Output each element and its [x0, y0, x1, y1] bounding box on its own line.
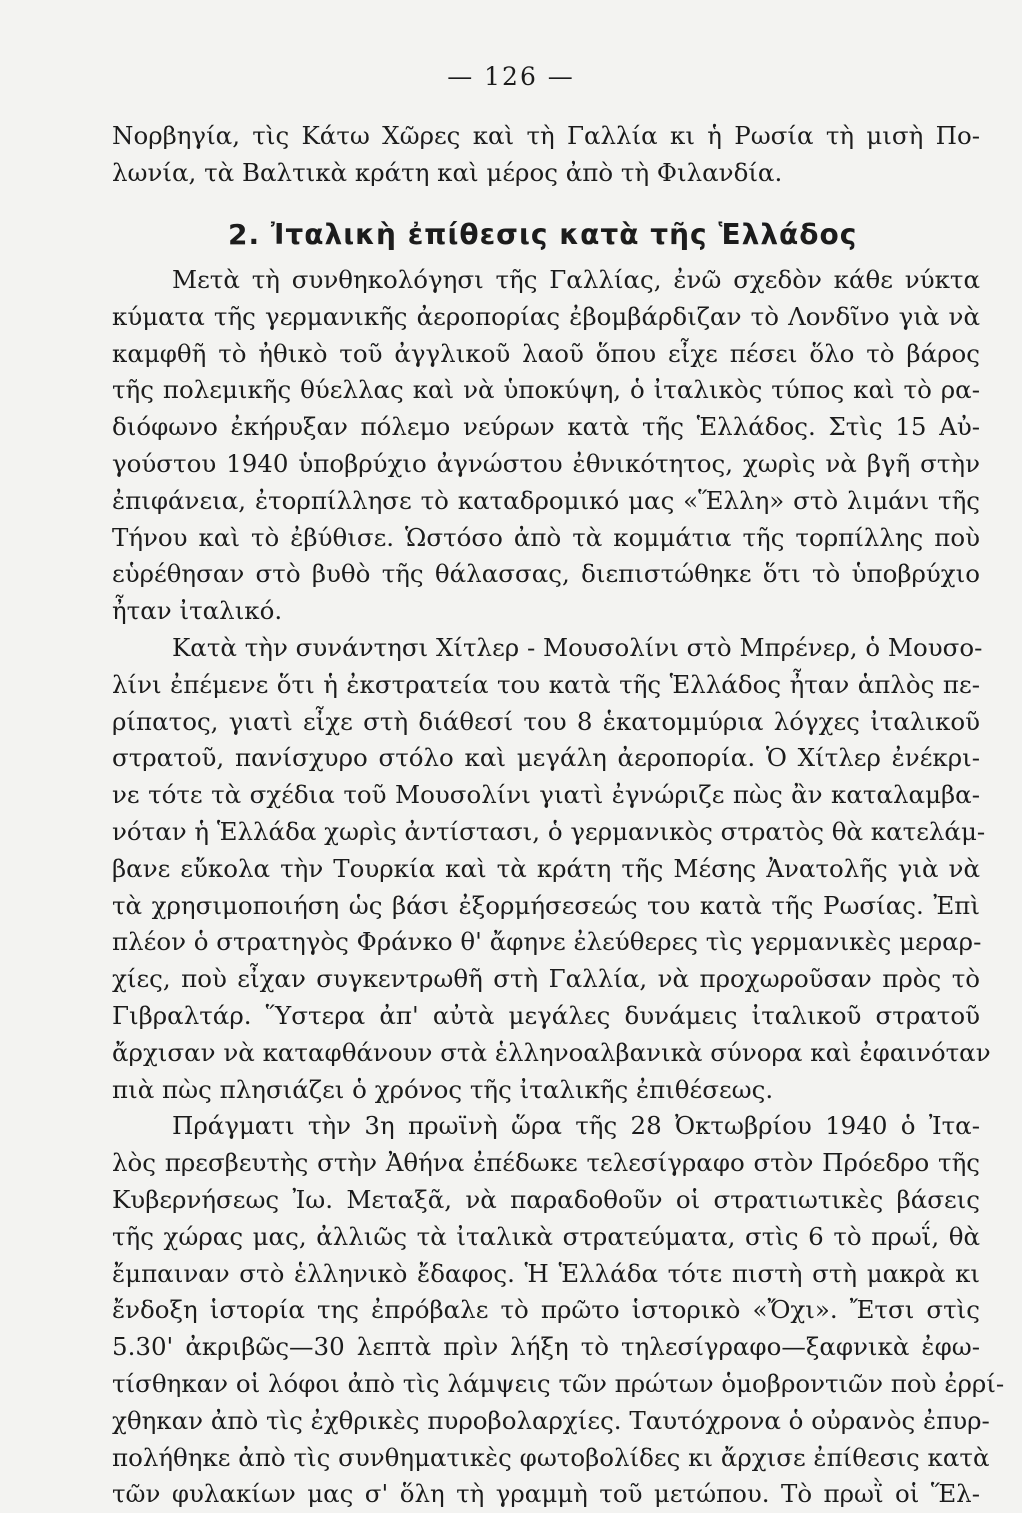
page-number: — 126 — — [447, 62, 575, 91]
text-line: γούστου 1940 ὑποβρύχιο ἀγνώστου ἐθνικότητος, χωρὶς νὰ βγῆ στὴν — [112, 448, 980, 478]
text-line: Κυβερνήσεως Ἰω. Μεταξᾶ, νὰ παραδοθοῦν οἱ στρατιωτικὲς βάσεις — [112, 1184, 980, 1214]
text-line: τὰ χρησιμοποιήση ὡς βάσι ἐξορμήσεσεώς του κατὰ τῆς Ρωσίας. Ἐπὶ — [112, 890, 980, 920]
text-line: τίσθηκαν οἱ λόφοι ἀπὸ τὶς λάμψεις τῶν πρώτων ὁμοβροντιῶν ποὺ ἐρρί- — [112, 1368, 1005, 1398]
body-text — [112, 262, 1005, 1513]
text-line: πολήθηκε ἀπὸ τὶς συνθηματικὲς φωτοβολίδες κι ἄρχισε ἐπίθεσις κατὰ — [112, 1442, 990, 1472]
text-line: ἐπιφάνεια, ἐτορπίλλησε τὸ καταδρομικό μας «Ἕλλη» στὸ λιμάνι τῆς — [112, 485, 980, 515]
text-line: τῆς πολεμικῆς θύελλας καὶ νὰ ὑποκύψη, ὁ ἰταλικὸς τύπος καὶ τὸ ρα- — [112, 375, 980, 405]
opening-paragraph — [112, 118, 980, 192]
text-line: εὑρέθησαν στὸ βυθὸ τῆς θάλασσας, διεπιστώθηκε ὅτι τὸ ὑποβρύχιο — [112, 559, 980, 589]
text-line: Γιβραλτάρ. Ὕστερα ἀπ' αὐτὰ μεγάλες δυνάμεις ἰταλικοῦ στρατοῦ — [112, 1000, 980, 1030]
text-line: διόφωνο ἐκήρυξαν πόλεμο νεύρων κατὰ τῆς Ἑλλάδος. Στὶς 15 Αὐ- — [112, 412, 980, 442]
text-line: νε τότε τὰ σχέδια τοῦ Μουσολίνι γιατὶ ἐγνώριζε πὼς ἂν καταλαμβα- — [112, 780, 980, 810]
text-line: πλέον ὁ στρατηγὸς Φράνκο θ' ἄφηνε ἐλεύθερες τὶς γερμανικὲς μεραρ- — [112, 927, 982, 957]
text-line: βανε εὔκολα τὴν Τουρκία καὶ τὰ κράτη τῆς Μέσης Ἀνατολῆς γιὰ νὰ — [112, 853, 980, 883]
text-line: πιὰ πὼς πλησιάζει ὁ χρόνος τῆς ἰταλικῆς ἐπιθέσεως. — [112, 1074, 774, 1104]
text-line: χίες, ποὺ εἶχαν συγκεντρωθῆ στὴ Γαλλία, νὰ προχωροῦσαν πρὸς τὸ — [112, 964, 980, 994]
text-line: κύματα τῆς γερμανικῆς ἀεροπορίας ἐβομβάρδιζαν τὸ Λονδῖνο γιὰ νὰ — [112, 301, 980, 331]
text-line: ἔνδοξη ἱστορία της ἐπρόβαλε τὸ πρῶτο ἱστορικὸ «Ὄχι». Ἔτσι στὶς — [112, 1295, 980, 1325]
text-line: Τήνου καὶ τὸ ἐβύθισε. Ὡστόσο ἀπὸ τὰ κομμάτια τῆς τορπίλλης ποὺ — [112, 522, 980, 552]
text-line: λίνι ἐπέμενε ὅτι ἡ ἐκστρατεία του κατὰ τῆς Ἑλλάδος ἦταν ἁπλὸς πε- — [112, 669, 980, 699]
text-line: Κατὰ τὴν συνάντησι Χίτλερ - Μουσολίνι στὸ Μπρένερ, ὁ Μουσο- — [172, 632, 983, 662]
text-line: Νορβηγία, τὶς Κάτω Χῶρες καὶ τὴ Γαλλία κι ἡ Ρωσία τὴ μισὴ Πο- — [112, 121, 980, 150]
text-line: 5.30' ἀκριβῶς—30 λεπτὰ πρὶν λήξη τὸ τηλεσίγραφο—ξαφνικὰ ἐφω- — [112, 1332, 980, 1362]
section-heading: 2. Ἰταλικὴ ἐπίθεσις κατὰ τῆς Ἑλλάδος — [228, 218, 858, 251]
text-line: στρατοῦ, πανίσχυρο στόλο καὶ μεγάλη ἀεροπορία. Ὁ Χίτλερ ἐνέκρι- — [112, 743, 980, 773]
text-line: λὸς πρεσβευτὴς στὴν Ἀθήνα ἐπέδωκε τελεσίγραφο στὸν Πρόεδρο τῆς — [112, 1148, 980, 1178]
text-line: χθηκαν ἀπὸ τὶς ἐχθρικὲς πυροβολαρχίες. Ταυτόχρονα ὁ οὐρανὸς ἐπυρ- — [112, 1405, 990, 1435]
text-line: λωνία, τὰ Βαλτικὰ κράτη καὶ μέρος ἀπὸ τὴ Φιλανδία. — [112, 157, 783, 187]
text-line: Πράγματι τὴν 3η πρωϊνὴ ὥρα τῆς 28 Ὀκτωβρίου 1940 ὁ Ἰτα- — [172, 1111, 980, 1141]
text-line: ἔμπαιναν στὸ ἑλληνικὸ ἔδαφος. Ἡ Ἑλλάδα τότε πιστὴ στὴ μακρὰ κι — [112, 1258, 980, 1288]
text-line: νόταν ἡ Ἑλλάδα χωρὶς ἀντίστασι, ὁ γερμανικὸς στρατὸς θὰ κατελάμ- — [112, 816, 986, 846]
text-line: ἄρχισαν νὰ καταφθάνουν στὰ ἑλληνοαλβανικὰ σύνορα καὶ ἐφαινόταν — [112, 1037, 991, 1067]
text-line: ρίπατος, γιατὶ εἶχε στὴ διάθεσί του 8 ἑκατομμύρια λόγχες ἰταλικοῦ — [112, 706, 980, 736]
text-line: τῆς χώρας μας, ἀλλιῶς τὰ ἰταλικὰ στρατεύματα, στὶς 6 τὸ πρωΐ, θὰ — [112, 1221, 980, 1251]
text-line: καμφθῆ τὸ ἠθικὸ τοῦ ἀγγλικοῦ λαοῦ ὅπου εἶχε πέσει ὅλο τὸ βάρος — [112, 338, 980, 368]
text-line: τῶν φυλακίων μας σ' ὅλη τὴ γραμμὴ τοῦ μετώπου. Τὸ πρωῒ οἱ Ἕλ- — [112, 1479, 980, 1509]
text-line: ἦταν ἰταλικό. — [112, 596, 283, 626]
text-line: Μετὰ τὴ συνθηκολόγησι τῆς Γαλλίας, ἐνῶ σχεδὸν κάθε νύκτα — [172, 265, 980, 294]
